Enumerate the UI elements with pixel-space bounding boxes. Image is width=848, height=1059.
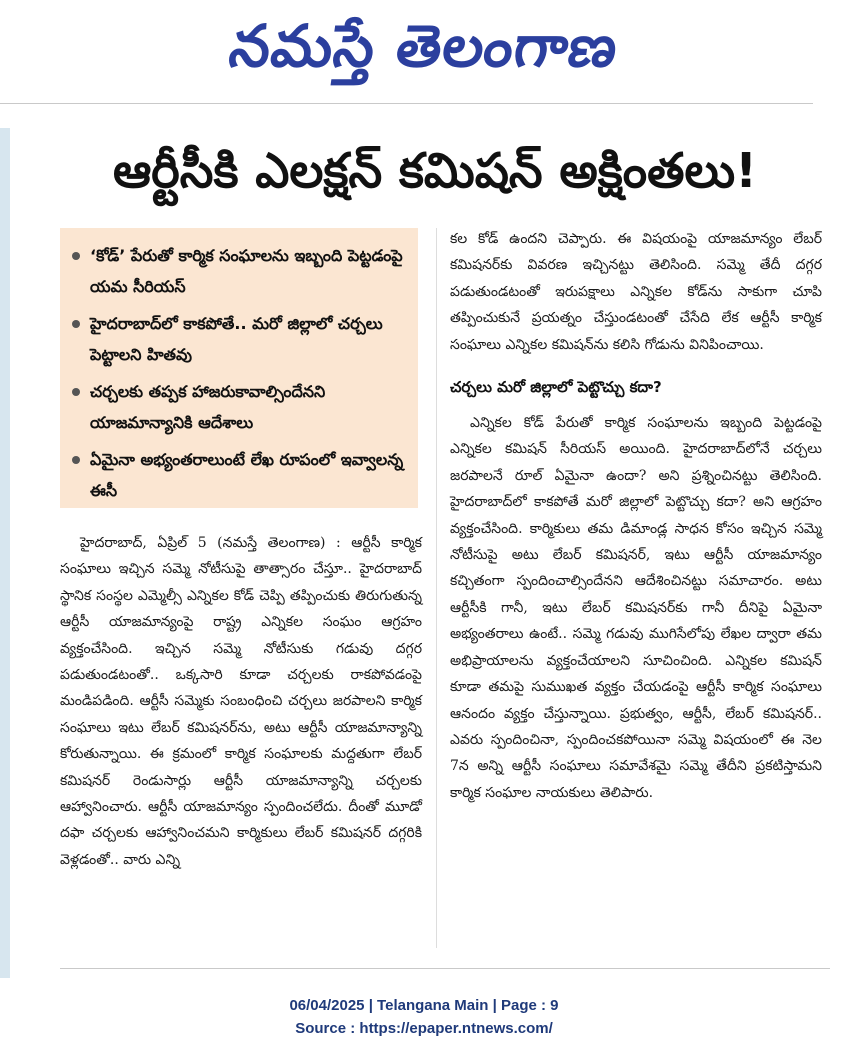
article-paragraph: ఎన్నికల కోడ్ పేరుతో కార్మిక సంఘాలను ఇబ్బంది పెట్టడంపై ఎన్నికల కమిషన్ సీరియస్ అయింది. హైదరాబాద్‌లోనే చర్చలు జరపాలనే రూల్ ఏమైనా ఉందా? అని ప్రశ్నించినట్టు తెలిసింది. హైదరాబాద్‌లో కాకపోతే మరో జిల్లాలో పెట్టొచ్చు కదా? అని ఆగ్రహం వ్యక్తంచేసింది. కార్మికులు తమ డిమాండ్ల సాధన కోసం ఇచ్చిన సమ్మె నోటీసుపై అటు లేబర్ కమిషనర్, ఇటు ఆర్టీసీ యాజమాన్యం కచ్చితంగా స్పందించాల్సిందేనని ఆదేశించినట్టు సమాచారం. అటు ఆర్టీసీకి గానీ, ఇటు లేబర్ కమిషనర్‌కు గానీ దీనిపై ఏమైనా అభ్యంతరాలు ఉంటే.. సమ్మె గడువు ముగిసేలోపు లేఖల ద్వారా తమ అభిప్రాయాలను వ్యక్తంచేయాలని సూచించింది. ఎన్నికల కమిషన్ కూడా తమపై సుముఖత వ్యక్తం చేయడంపై ఆర్టీసీ కార్మిక సంఘాలు ఆనందం వ్యక్తం చేస్తున్నాయి. ప్రభుత్వం, ఆర్టీసీ, లేబర్ కమిషనర్.. ఎవరు స్పందించినా, స్పందించకపోయినా సమ్మె విషయంలో ఈ నెల 7న అన్ని ఆర్టీసీ సంఘాలు సమావేశమై సమ్మె తేదీని ప్రకటిస్తామని కార్మిక సంఘాల నాయకులు తెలిపారు. xyxy=(450,415,822,801)
highlights-box xyxy=(60,228,418,508)
article-right-column xyxy=(450,226,822,806)
highlight-item xyxy=(72,376,408,438)
highlight-text: హైదరాబాద్‌లో కాకపోతే.. మరో జిల్లాలో చర్చలు పెట్టాలని హితవు xyxy=(90,314,383,364)
page-edge-strip xyxy=(0,128,10,978)
bullet-icon xyxy=(72,388,80,396)
article-paragraph: హైదరాబాద్, ఏప్రిల్ 5 (నమస్తే తెలంగాణ) : ఆర్టీసీ కార్మిక సంఘాలు ఇచ్చిన సమ్మె నోటీసుపై తాత్సారం చేస్తూ.. హైదరాబాద్ స్థానిక సంస్థల ఎమ్మెల్సీ ఎన్నికల కోడ్ చెప్పి తప్పించుకు తిరుగుతున్న ఆర్టీసీ యాజమాన్యంపై రాష్ట్ర ఎన్నికల సంఘం ఆగ్రహం వ్యక్తంచేసింది. ఇచ్చిన సమ్మె నోటీసుకు గడువు దగ్గర పడుతుండటంతో.. ఒక్కసారి కూడా చర్చలకు రాకపోవడంపై మండిపడింది. ఆర్టీసీ సమ్మెకు సంబంధించి చర్చలు జరపాలని కార్మిక సంఘాలు ఇటు లేబర్ కమిషనర్‌ను, అటు ఆర్టీసీ యాజమాన్యాన్ని కోరుతున్నాయి. ఈ క్రమంలో కార్మిక సంఘాలకు మద్దతుగా లేబర్ కమిషనర్ రెండుసార్లు ఆర్టీసీ యాజమాన్యాన్ని చర్చలకు ఆహ్వానించారు. ఆర్టీసీ యాజమాన్యం స్పందించలేదు. దీంతో మూడో దఫా చర్చలకు ఆహ్వానించమని కార్మికులు లేబర్ కమిషనర్ దగ్గరికి వెళ్లడంతో.. వారు ఎన్ని xyxy=(60,535,422,868)
highlight-text: చర్చలకు తప్పక హాజరుకావాల్సిందేనని యాజమాన్యానికి ఆదేశాలు xyxy=(90,382,326,432)
article-paragraph: కల కోడ్ ఉందని చెప్పారు. ఈ విషయంపై యాజమాన్యం లేబర్ కమిషనర్‌కు వివరణ ఇచ్చినట్టు తెలిసింది. సమ్మె తేదీ దగ్గర పడుతుండటంతో ఇరుపక్షాలు ఎన్నికల కోడ్‌ను సాకుగా చూపి తప్పించుకునే ప్రయత్నం చేస్తుండటంతో చేసేది లేక ఆర్టీసీ కార్మిక సంఘాలు ఎన్నికల కమిషన్‌ను కలిసి గోడును వినిపించాయి. xyxy=(450,231,822,353)
footer-divider xyxy=(60,968,830,969)
masthead-divider xyxy=(0,103,813,104)
highlight-text: ‘కోడ్’ పేరుతో కార్మిక సంఘాలను ఇబ్బంది పెట్టడంపై యమ సీరియస్ xyxy=(90,246,403,296)
highlight-item xyxy=(72,308,408,370)
bullet-icon xyxy=(72,252,80,260)
footer-date-line: 06/04/2025 | Telangana Main | Page : 9 xyxy=(289,997,559,1014)
bullet-icon xyxy=(72,320,80,328)
highlight-text: ఏమైనా అభ్యంతరాలుంటే లేఖ రూపంలో ఇవ్వాలన్న ఈసీ xyxy=(90,450,404,500)
article-left-column xyxy=(60,530,422,873)
article-subheading: చర్చలు మరో జిల్లాలో పెట్టొచ్చు కదా? xyxy=(450,378,662,397)
footer-source-line: Source : https://epaper.ntnews.com/ xyxy=(295,1020,553,1037)
bullet-icon xyxy=(72,456,80,464)
highlights-list xyxy=(72,240,408,506)
masthead xyxy=(0,0,848,100)
column-divider xyxy=(436,228,437,948)
highlight-item xyxy=(72,444,408,506)
footer xyxy=(0,994,848,1040)
highlight-item xyxy=(72,240,408,302)
newspaper-logo: నమస్తే తెలంగాణ xyxy=(225,12,623,80)
article-headline: ఆర్టీసీకి ఎలక్షన్ కమిషన్ అక్షింతలు! xyxy=(113,143,757,199)
